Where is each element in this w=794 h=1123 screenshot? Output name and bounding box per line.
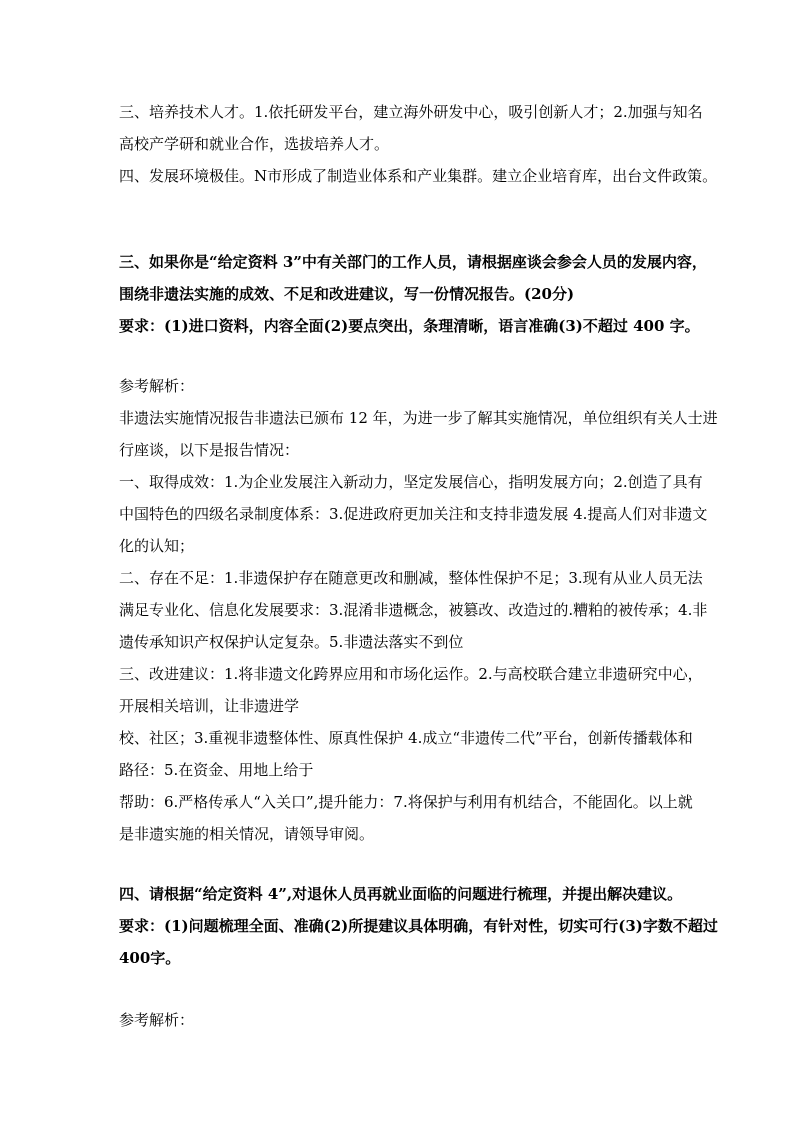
section-analysis-four-label — [119, 1004, 679, 1036]
section-analysis-three-label — [119, 370, 679, 402]
analysis-three-line: 非遗法实施情况报告非遗法已颁布 12 年，为进一步了解其实施情况，单位组织有关人士进 — [119, 409, 718, 427]
analysis-three-label: 参考解析： — [119, 377, 195, 395]
analysis-three-line: 化的认知； — [119, 537, 195, 555]
question-three-line: 围绕非遗法实施的成效、不足和改进建议，写一份情况报告。(20分) — [119, 285, 575, 303]
analysis-three-line: 行座谈，以下是报告情况： — [119, 441, 300, 459]
analysis-three-line: 路径：5.在资金、用地上给于 — [119, 761, 314, 779]
analysis-four-label: 参考解析： — [119, 1011, 195, 1029]
analysis-three-line: 开展相关培训，让非遗进学 — [119, 697, 300, 715]
analysis-three-line: 三、改进建议：1.将非遗文化跨界应用和市场化运作。2.与高校联合建立非遗研究中心， — [119, 665, 703, 683]
answer-tail-line: 四、发展环境极佳。N市形成了制造业体系和产业集群。建立企业培育库，出台文件政策。 — [119, 167, 718, 185]
question-four-line: 四、请根据“给定资料 4”,对退休人员再就业面临的问题进行梳理，并提出解决建议。 — [119, 885, 683, 903]
question-three-requirements: 要求：(1)进口资料，内容全面(2)要点突出，条理清晰，语言准确(3)不超过 400 字。 — [119, 317, 700, 335]
analysis-three-line: 校、社区；3.重视非遗整体性、原真性保护 4.成立“非遗传二代”平台，创新传播载体和 — [119, 729, 693, 747]
analysis-three-line: 帮助：6.严格传承人“入关口”,提升能力：7.将保护与利用有机结合，不能固化。以上就 — [119, 793, 693, 811]
section-question-four — [119, 878, 718, 974]
analysis-three-line: 二、存在不足：1.非遗保护存在随意更改和删减，整体性保护不足；3.现有从业人员无法 — [119, 569, 703, 587]
answer-tail-line: 高校产学研和就业合作，选拔培养人才。 — [119, 135, 390, 153]
question-four-requirements: 要求：(1)问题梳理全面、准确(2)所提建议具体明确，有针对性，切实可行(3)字数不超过 — [119, 917, 718, 935]
document-content — [119, 96, 718, 1036]
analysis-three-line: 满足专业化、信息化发展要求：3.混淆非遗概念，被篡改、改造过的.糟粕的被传承；4.非 — [119, 601, 708, 619]
question-three-line: 三、如果你是“给定资料 3”中有关部门的工作人员，请根据座谈会参会人员的发展内容， — [119, 253, 707, 271]
analysis-three-line: 是非遗实施的相关情况，请领导审阅。 — [119, 825, 375, 843]
section-previous-answer-tail — [119, 96, 718, 192]
answer-tail-line: 三、培养技术人才。1.依托研发平台，建立海外研发中心，吸引创新人才；2.加强与知名 — [119, 103, 703, 121]
question-four-requirements-tail: 400字。 — [119, 949, 181, 967]
section-question-three — [119, 246, 707, 342]
section-analysis-three-body — [119, 402, 718, 850]
analysis-three-line: 遗传承知识产权保护认定复杂。5.非遗法落实不到位 — [119, 633, 464, 651]
analysis-three-line: 一、取得成效：1.为企业发展注入新动力，坚定发展信心，指明发展方向；2.创造了具有 — [119, 473, 703, 491]
analysis-three-line: 中国特色的四级名录制度体系：3.促进政府更加关注和支持非遗发展 4.提高人们对非遗文 — [119, 505, 708, 523]
